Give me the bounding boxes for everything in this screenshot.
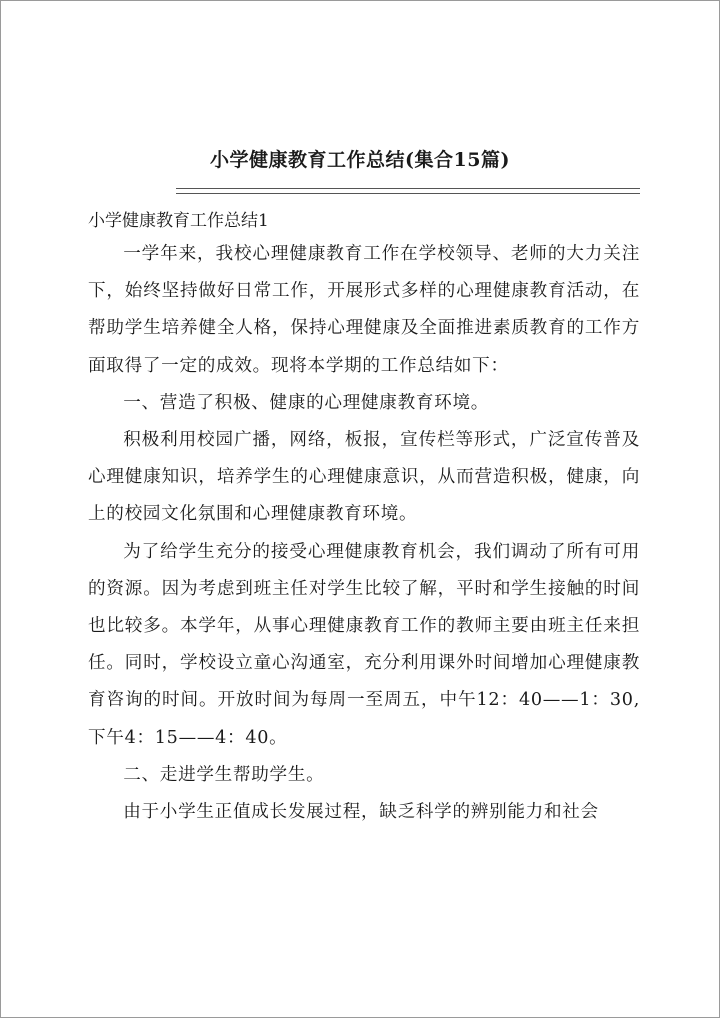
document-title: 小学健康教育工作总结(集合15篇) (210, 149, 510, 171)
paragraph-promotion: 积极利用校园广播，网络，板报，宣传栏等形式，广泛宣传普及心理健康知识，培养学生的心理健康意识，从而营造积极，健康，向上的校园文化氛围和心理健康教育环境。 (88, 430, 640, 525)
subheading-environment: 一、营造了积极、健康的心理健康教育环境。 (123, 392, 490, 413)
section-heading: 小学健康教育工作总结1 (88, 211, 269, 231)
paragraph-resources: 为了给学生充分的接受心理健康教育机会，我们调动了所有可用的资源。因为考虑到班主任对学生比较了解，平时和学生接触的时间也比较多。本学年，从事心理健康教育工作的教师主要由班主任来担任。同时，学校设立童心沟通室，充分利用课外时间增加心理健康教育咨询的时间。开放时间为每周一至周五，中午12：40——1：30,下午4：15——4：40。 (88, 541, 640, 748)
paragraph-intro: 一学年来，我校心理健康教育工作在学校领导、老师的大力关注下，始终坚持做好日常工作，开展形式多样的心理健康教育活动，在帮助学生培养健全人格，保持心理健康及全面推进素质教育的工作方面取得了一定的成效。现将本学期的工作总结如下： (88, 244, 640, 376)
paragraph-growth: 由于小学生正值成长发展过程，缺乏科学的辨别能力和社会 (123, 802, 599, 823)
document-body (88, 236, 640, 831)
subheading-help-students: 二、走进学生帮助学生。 (123, 764, 325, 785)
title-double-rule (176, 188, 640, 194)
